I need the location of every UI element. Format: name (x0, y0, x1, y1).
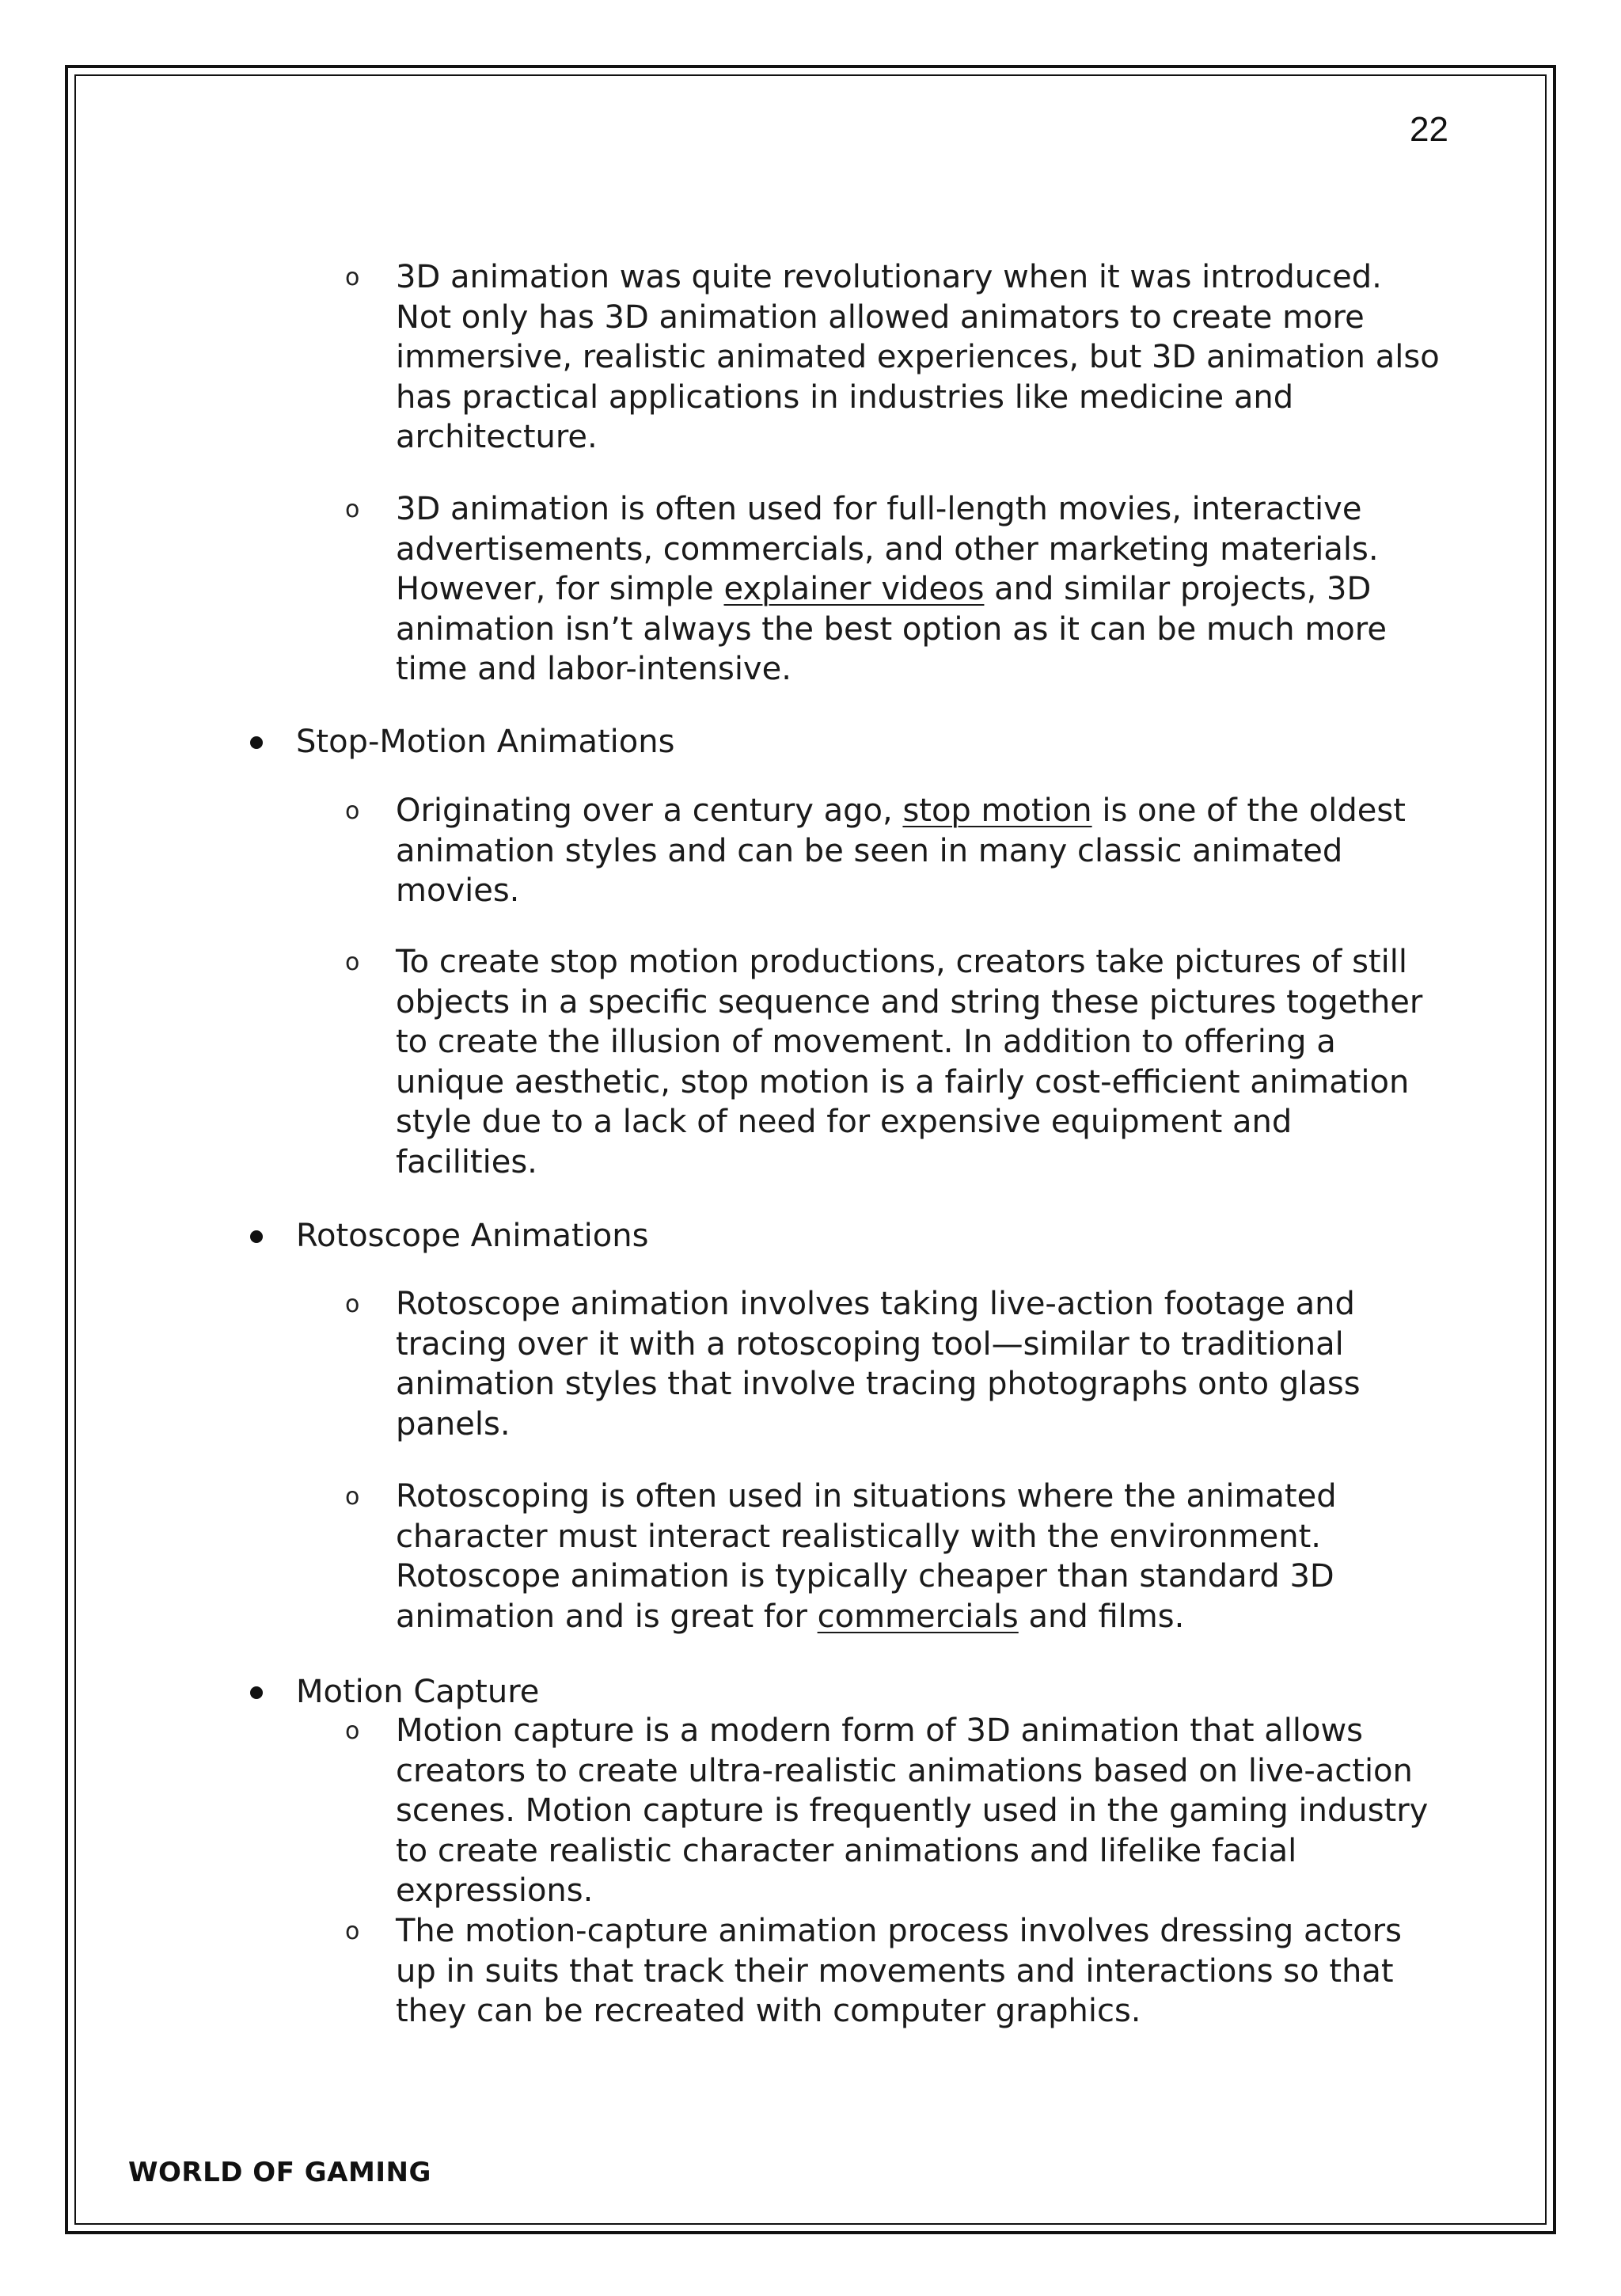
sub-list-item: Motion capture is a modern form of 3D animation that allows creators to create ultra-realistic animations based on live-action scenes. Motion capture is frequently used in the gaming industry to create realistic character animations and lifelike facial expressions. (396, 1712, 1429, 1909)
sub-list-item: 3D animation is often used for full-length movies, interactive advertisements, commercials, and other marketing materials. However, for simple explainer videos and similar projects, 3D animation isn’t always the best option as it can be much more time and labor-intensive. (396, 491, 1387, 687)
commercials-link[interactable]: commercials (817, 1598, 1019, 1635)
bullet-icon (247, 1216, 271, 1256)
sub-bullet-icon: o (345, 1291, 360, 1318)
sub-list-item: Originating over a century ago, stop motion is one of the oldest animation styles and can be seen in many classic animated movies. (396, 793, 1406, 909)
bullet-icon (247, 722, 271, 762)
sub-bullet-icon: o (345, 264, 360, 291)
sub-list-item: To create stop motion productions, creators take pictures of still objects in a specific sequence and string these pictures together to create the illusion of movement. In addition to offering a unique aesthetic, stop motion is a fairly cost-efficient animation style due to a lack of need for expensive equipment and facilities. (396, 944, 1423, 1180)
sub-list-item: 3D animation was quite revolutionary when it was introduced. Not only has 3D animation allowed animators to create more immersive, realistic animated experiences, but 3D animation also has practical applications in industries like medicine and architecture. (396, 259, 1440, 455)
section-heading-stop-motion: Stop-Motion Animations (296, 724, 675, 760)
sub-bullet-icon: o (345, 797, 360, 825)
sub-bullet-icon: o (345, 1483, 360, 1511)
section-heading-motion-capture: Motion Capture (296, 1674, 540, 1710)
sub-list-item: The motion-capture animation process involves dressing actors up in suits that track their movements and interactions so that they can be recreated with computer graphics. (396, 1913, 1402, 2029)
footer-title: WORLD OF GAMING (128, 2157, 431, 2188)
sub-list-item: Rotoscope animation involves taking live-action footage and tracing over it with a rotoscoping tool—similar to traditional animation styles that involve tracing photographs onto glass panels. (396, 1286, 1361, 1443)
sub-bullet-icon: o (345, 948, 360, 976)
stop-motion-link[interactable]: stop motion (902, 793, 1092, 829)
page-number: 22 (1410, 110, 1448, 149)
section-heading-rotoscope: Rotoscope Animations (296, 1218, 649, 1254)
sub-bullet-icon: o (345, 496, 360, 523)
explainer-videos-link[interactable]: explainer videos (723, 571, 985, 607)
sub-list-item: Rotoscoping is often used in situations where the animated character must interact realistically with the environment. Rotoscope animation is typically cheaper than standard 3D animation and is great for commercials and films. (396, 1478, 1337, 1635)
bullet-icon (247, 1672, 271, 1712)
sub-bullet-icon: o (345, 1918, 360, 1945)
sub-bullet-icon: o (345, 1717, 360, 1745)
